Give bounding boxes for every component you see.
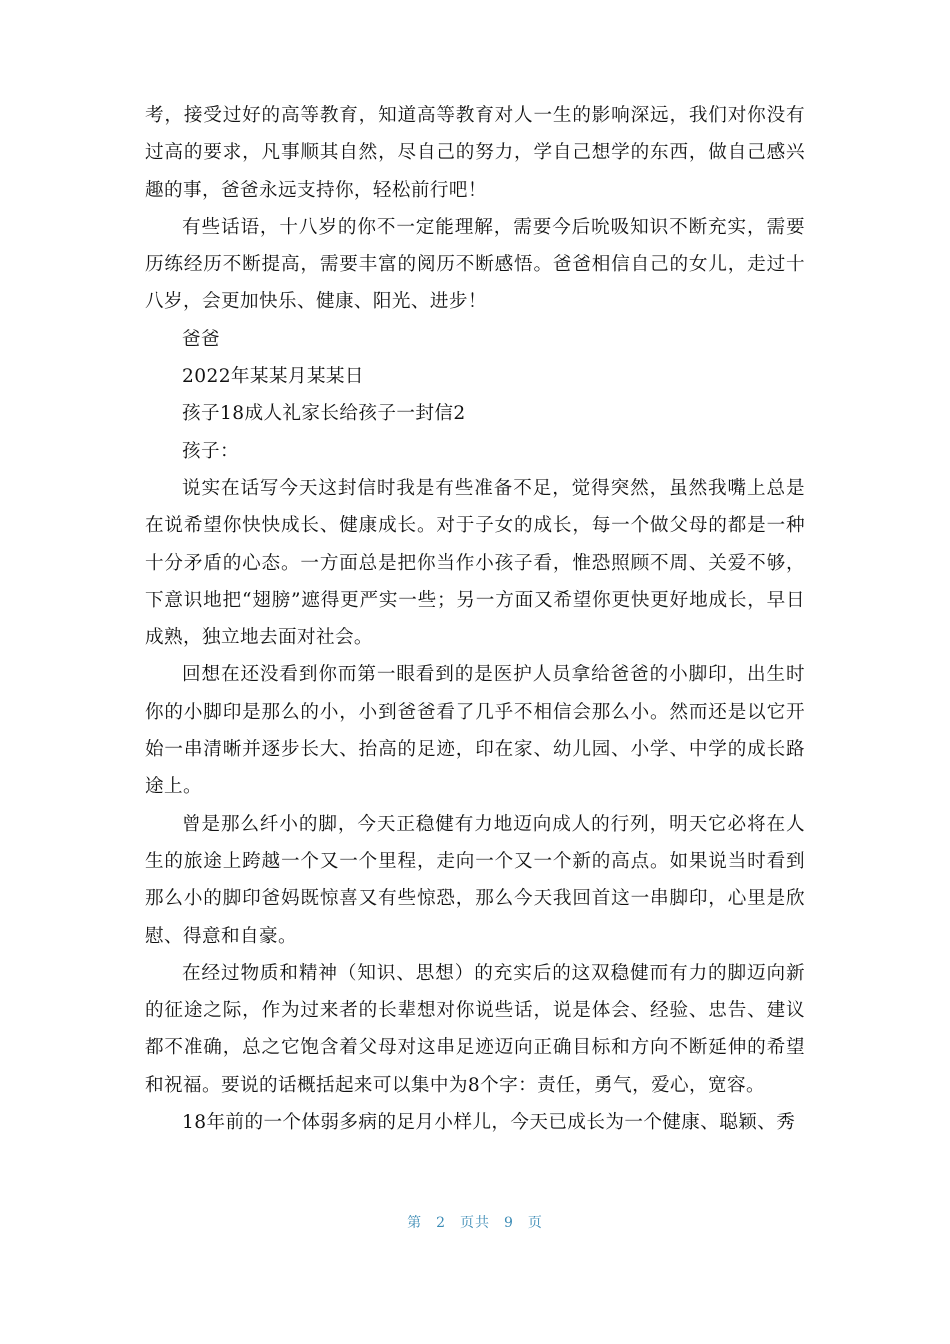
paragraph: 曾是那么纤小的脚，今天正稳健有力地迈向成人的行列，明天它必将在人生的旅途上跨越一个又一个里程，走向一个又一个新的高点。如果说当时看到那么小的脚印爸妈既惊喜又有些惊恐，那么今天我回首这一串脚印，心里是欣慰、得意和自豪。 (145, 813, 805, 947)
paragraph: 有些话语，十八岁的你不一定能理解，需要今后吮吸知识不断充实，需要历练经历不断提高，需要丰富的阅历不断感悟。爸爸相信自己的女儿，走过十八岁，会更加快乐、健康、阳光、进步！ (145, 216, 805, 313)
footer-label-ye-gong: 页共 (460, 1215, 490, 1231)
date-line: 2022年某某月某某日 (182, 366, 364, 388)
footer-page-total: 9 (504, 1215, 514, 1231)
salutation: 孩子： (182, 440, 239, 462)
paragraph: 说实在话写今天这封信时我是有些准备不足，觉得突然，虽然我嘴上总是在说希望你快快成长、健康成长。对于子女的成长，每一个做父母的都是一种十分矛盾的心态。一方面总是把你当作小孩子看，惟恐照顾不周、关爱不够，下意识地把“翅膀”遮得更严实一些；另一方面又希望你更快更好地成长，早日成熟，独立地去面对社会。 (145, 477, 805, 649)
footer-label-ye: 页 (527, 1215, 543, 1231)
paragraph: 在经过物质和精神（知识、思想）的充实后的这双稳健而有力的脚迈向新的征途之际，作为过来者的长辈想对你说些话，说是体会、经验、忠告、建议都不准确，总之它饱含着父母对这串足迹迈向正确目标和方向不断延伸的希望和祝福。要说的话概括起来可以集中为8个字：责任，勇气，爱心，宽容。 (145, 962, 805, 1096)
paragraph-continuation: 考，接受过好的高等教育，知道高等教育对人一生的影响深远，我们对你没有过高的要求，凡事顺其自然，尽自己的努力，学自己想学的东西，做自己感兴趣的事，爸爸永远支持你，轻松前行吧！ (145, 105, 805, 201)
footer-label-di: 第 (407, 1215, 423, 1231)
paragraph: 18年前的一个体弱多病的足月小样儿，今天已成长为一个健康、聪颖、秀 (182, 1112, 796, 1134)
document-body (145, 97, 805, 1141)
paragraph: 回想在还没看到你而第一眼看到的是医护人员拿给爸爸的小脚印，出生时你的小脚印是那么的小，小到爸爸看了几乎不相信会那么小。然而还是以它开始一串清晰并逐步长大、抬高的足迹，印在家、幼儿园、小学、中学的成长路途上。 (145, 664, 805, 798)
letter-title: 孩子18成人礼家长给孩子一封信2 (182, 403, 466, 425)
signature: 爸爸 (182, 328, 220, 350)
footer-page-current: 2 (436, 1215, 446, 1231)
page-footer (0, 1212, 950, 1232)
